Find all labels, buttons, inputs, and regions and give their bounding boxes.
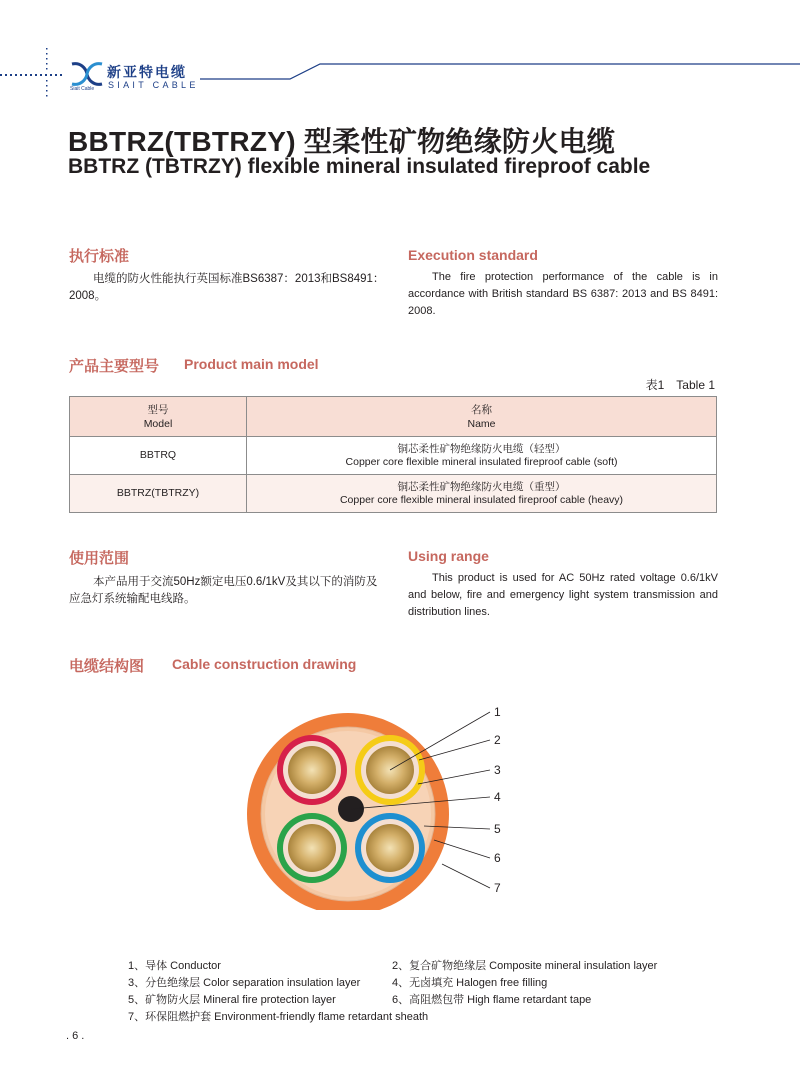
usage-heading-en: Using range [408, 548, 489, 564]
usage-text-en: This product is used for AC 50Hz rated voltage 0.6/1kV and below, fire and emergency light system transmission and distribution lines. [408, 572, 718, 618]
brand-name-en: SIAIT CABLE [108, 80, 199, 90]
core-red-conductor [288, 746, 336, 794]
callout-1: 1 [494, 705, 501, 719]
drawing-heading-en: Cable construction drawing [172, 656, 357, 672]
brand-name-cn: 新亚特电缆 [107, 65, 187, 81]
table-header-row [70, 397, 717, 437]
legend-item-3: 3、分色绝缘层 Color separation insulation layer [128, 977, 361, 989]
siait-logo-icon [70, 60, 104, 88]
legend-item-4: 4、无卤填充 Halogen free filling [392, 977, 548, 989]
product-heading-en: Product main model [184, 356, 319, 372]
page-number: . 6 . [66, 1030, 85, 1042]
name-cell [247, 475, 717, 513]
callout-5: 5 [494, 822, 501, 836]
execution-heading-cn: 执行标准 [69, 248, 130, 265]
callout-7: 7 [494, 881, 501, 895]
execution-text-en: The fire protection performance of the cable is in accordance with British standard BS 6387: 2013 and BS 8491: 2008. [408, 271, 718, 317]
legend-item-7: 7、环保阻燃护套 Environment-friendly flame retardant sheath [128, 1011, 429, 1023]
name-en: Copper core flexible mineral insulated fireproof cable (soft) [345, 455, 618, 468]
callout-6: 6 [494, 851, 501, 865]
model-cell: BBTRZ(TBTRZY) [70, 475, 247, 513]
usage-text-cn: 本产品用于交流50Hz额定电压0.6/1kV及其以下的消防及应急灯系统输配电线路。 [69, 576, 378, 605]
callout-2: 2 [494, 733, 501, 747]
page-title-en: BBTRZ (TBTRZY) flexible mineral insulated fireproof cable [68, 155, 651, 178]
product-heading-cn: 产品主要型号 [69, 358, 160, 375]
legend-item-2: 2、复合矿物绝缘层 Composite mineral insulation layer [392, 960, 658, 972]
execution-heading-en: Execution standard [408, 247, 538, 263]
name-cn: 铜芯柔性矿物绝缘防火电缆（轻型） [397, 442, 566, 455]
legend-item-6: 6、高阻燃包带 High flame retardant tape [392, 994, 592, 1006]
legend-item-1: 1、导体 Conductor [128, 960, 221, 972]
callout-4: 4 [494, 790, 501, 804]
usage-heading-cn: 使用范围 [69, 550, 130, 567]
cable-cross-section [244, 690, 524, 910]
name-cell [247, 437, 717, 475]
callout-3: 3 [494, 763, 501, 777]
column-header-model-cn: 型号 [147, 403, 169, 416]
core-green-conductor [288, 824, 336, 872]
name-cn: 铜芯柔性矿物绝缘防火电缆（重型） [397, 480, 566, 493]
execution-text-cn: 电缆的防火性能执行英国标准BS6387：2013和BS8491：2008。 [69, 273, 385, 302]
column-header-name-cn: 名称 [471, 403, 492, 416]
model-cell: BBTRQ [70, 437, 247, 475]
table-row [70, 475, 717, 513]
drawing-heading-cn: 电缆结构图 [69, 658, 145, 675]
table-caption: 表1 Table 1 [645, 378, 715, 392]
page-title-cn: BBTRZ(TBTRZY) 型柔性矿物绝缘防火电缆 [68, 126, 616, 157]
legend-item-5: 5、矿物防火层 Mineral fire protection layer [128, 994, 336, 1006]
product-model-table [69, 396, 717, 513]
column-header-model-en: Model [143, 417, 173, 430]
column-header-name-en: Name [467, 417, 496, 430]
column-header-name [247, 397, 717, 437]
column-header-model [70, 397, 247, 437]
table-row [70, 437, 717, 475]
core-blue-conductor [366, 824, 414, 872]
name-en: Copper core flexible mineral insulated fireproof cable (heavy) [339, 493, 624, 506]
brand-logo-caption: Siait Cable [70, 86, 95, 92]
